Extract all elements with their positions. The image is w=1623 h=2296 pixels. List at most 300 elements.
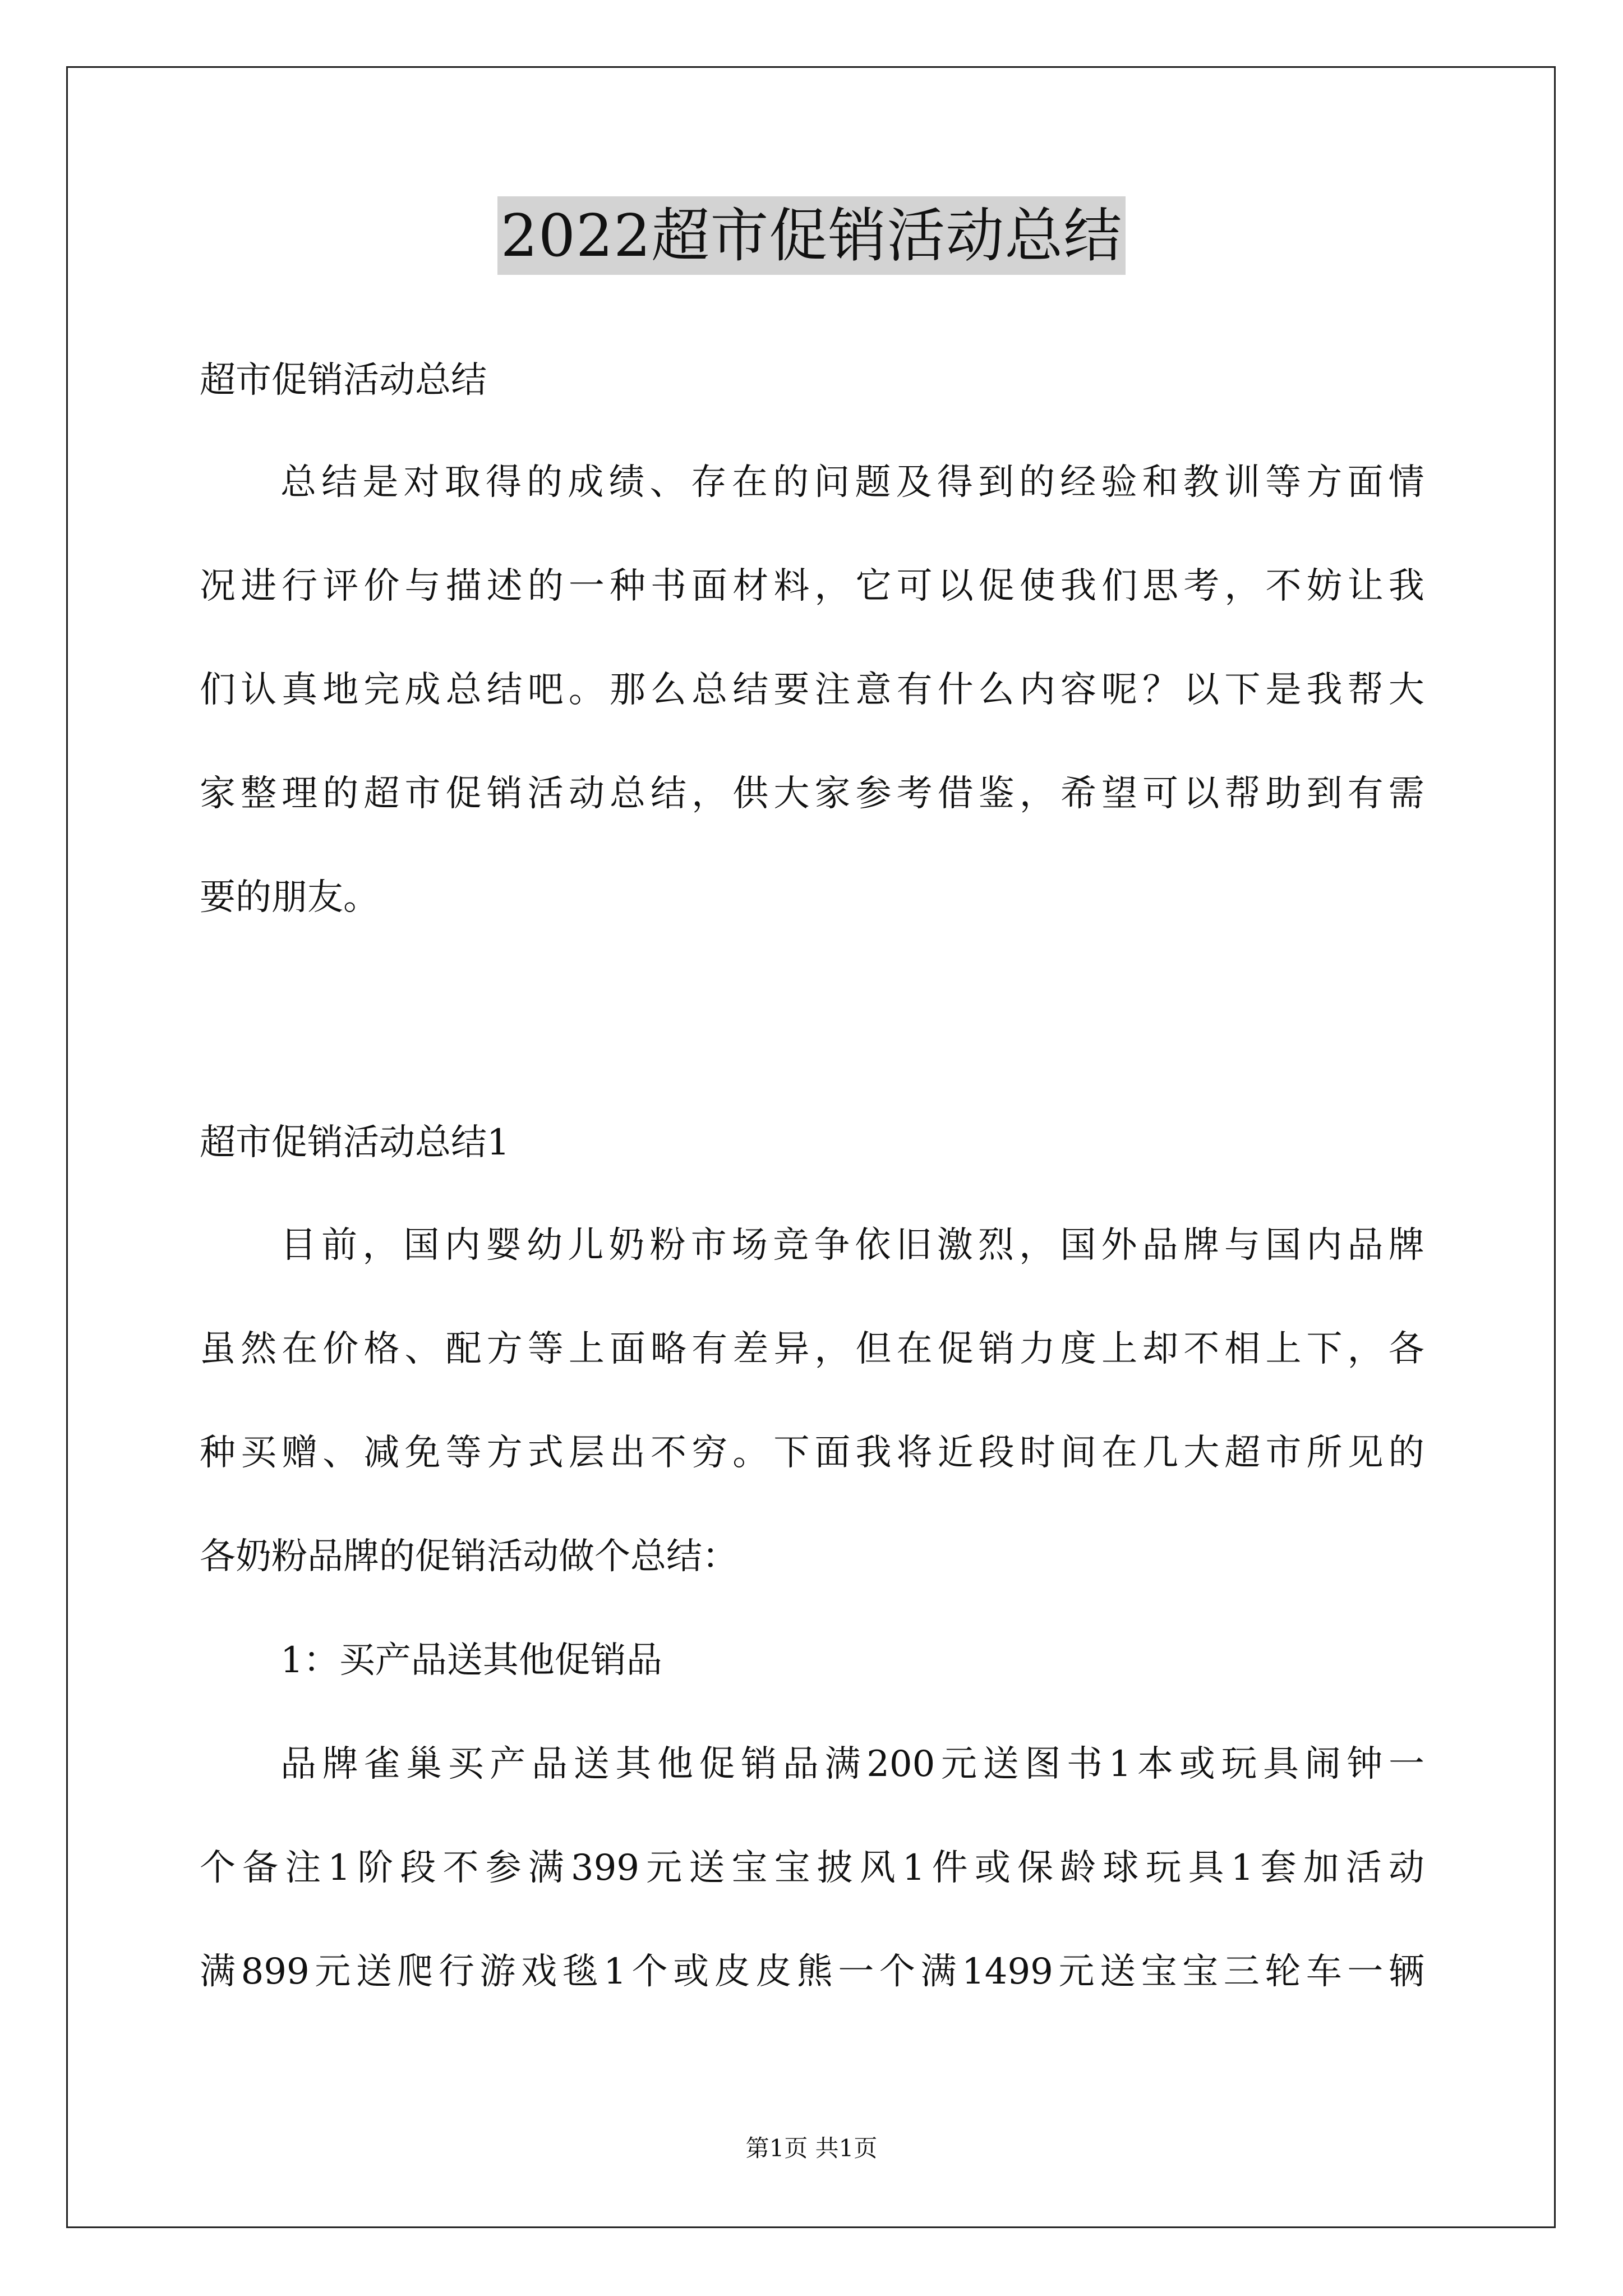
text-token: 牌 bbox=[1183, 1225, 1219, 1266]
text-token: 披 bbox=[817, 1847, 853, 1889]
text-token: 成 bbox=[404, 669, 441, 711]
text-token: 宝 bbox=[1182, 1951, 1219, 1993]
text-token: 宝 bbox=[731, 1847, 768, 1889]
text-token: 上 bbox=[1265, 1328, 1302, 1370]
text-token: 爬 bbox=[397, 1951, 434, 1993]
text-token: 等 bbox=[445, 1432, 482, 1474]
text-token: ， bbox=[814, 565, 851, 607]
text-token: 参 bbox=[855, 773, 892, 815]
text-token: 吧 bbox=[527, 669, 564, 711]
text-token: 一 bbox=[1388, 1743, 1424, 1785]
text-token: 品 bbox=[1142, 1225, 1178, 1266]
text-token: 借 bbox=[937, 773, 974, 815]
text-token: 参 bbox=[485, 1847, 522, 1889]
paragraph-line: 各奶粉品牌的促销活动做个总结： bbox=[200, 1536, 738, 1577]
text-token: 总 bbox=[280, 462, 316, 503]
text-token: 式 bbox=[527, 1432, 564, 1474]
text-token: 巢 bbox=[405, 1743, 442, 1785]
text-token: ， bbox=[691, 773, 728, 815]
text-token: 玩 bbox=[1145, 1847, 1182, 1889]
text-token: 奶 bbox=[608, 1225, 645, 1266]
text-token: 品 bbox=[280, 1743, 316, 1785]
text-token: 牌 bbox=[1388, 1225, 1424, 1266]
text-token: 内 bbox=[1019, 669, 1055, 711]
text-token: 配 bbox=[445, 1328, 482, 1370]
text-token: 描 bbox=[445, 565, 482, 607]
text-token: 国 bbox=[1265, 1225, 1302, 1266]
text-token: 面 bbox=[814, 1432, 851, 1474]
text-token: 内 bbox=[1306, 1225, 1343, 1266]
text-token: 家 bbox=[814, 773, 851, 815]
text-token: 1 bbox=[328, 1847, 351, 1889]
text-token: 动 bbox=[1388, 1847, 1424, 1889]
text-token: 个 bbox=[200, 1847, 236, 1889]
text-token: 图 bbox=[1025, 1743, 1061, 1785]
text-token: 意 bbox=[855, 669, 892, 711]
text-token: 所 bbox=[1306, 1432, 1343, 1474]
text-token: 种 bbox=[200, 1432, 236, 1474]
list-item: 1：买产品送其他促销品 bbox=[280, 1640, 662, 1681]
text-token: 套 bbox=[1260, 1847, 1297, 1889]
text-token: 思 bbox=[1142, 565, 1179, 607]
text-token: 让 bbox=[1347, 565, 1384, 607]
text-token: 送 bbox=[689, 1847, 725, 1889]
text-token: 穷 bbox=[691, 1432, 728, 1474]
text-token: 玩 bbox=[1221, 1743, 1257, 1785]
text-token: 满 bbox=[824, 1743, 861, 1785]
text-token: 书 bbox=[1066, 1743, 1103, 1785]
text-token: 保 bbox=[1017, 1847, 1053, 1889]
text-token: 与 bbox=[404, 565, 441, 607]
text-token: 辆 bbox=[1388, 1951, 1424, 1993]
text-token: 宝 bbox=[774, 1847, 810, 1889]
text-token: 899 bbox=[241, 1951, 310, 1993]
text-token: 以 bbox=[1183, 773, 1220, 815]
text-token: 闹 bbox=[1304, 1743, 1341, 1785]
text-token: 要 bbox=[773, 669, 810, 711]
text-token: 得 bbox=[937, 462, 973, 503]
text-token: 件 bbox=[932, 1847, 968, 1889]
text-token: 是 bbox=[362, 462, 399, 503]
text-token: 等 bbox=[527, 1328, 564, 1370]
text-token: 超 bbox=[1224, 1432, 1261, 1474]
text-token: 买 bbox=[241, 1432, 277, 1474]
text-token: ， bbox=[814, 1328, 851, 1370]
text-token: 近 bbox=[937, 1432, 974, 1474]
text-token: 市 bbox=[690, 1225, 727, 1266]
text-token: 满 bbox=[920, 1951, 957, 1993]
text-token: 行 bbox=[282, 565, 318, 607]
text-token: 其 bbox=[615, 1743, 652, 1785]
text-token: 上 bbox=[1101, 1328, 1138, 1370]
text-token: 验 bbox=[1101, 462, 1137, 503]
text-token: 有 bbox=[691, 1328, 728, 1370]
text-token: 价 bbox=[363, 565, 400, 607]
text-token: 、 bbox=[404, 1328, 441, 1370]
text-token: 目 bbox=[280, 1225, 316, 1266]
text-token: 各 bbox=[1388, 1328, 1424, 1370]
text-token: 上 bbox=[568, 1328, 605, 1370]
text-token: 在 bbox=[731, 462, 768, 503]
text-token: 差 bbox=[732, 1328, 769, 1370]
text-token: 方 bbox=[1306, 462, 1343, 503]
text-token: 幼 bbox=[527, 1225, 563, 1266]
text-token: 对 bbox=[403, 462, 440, 503]
text-token: 雀 bbox=[364, 1743, 400, 1785]
text-token: 销 bbox=[486, 773, 523, 815]
text-token: ， bbox=[362, 1225, 399, 1266]
text-token: 然 bbox=[241, 1328, 277, 1370]
text-token: 毯 bbox=[562, 1951, 598, 1993]
text-token: 种 bbox=[609, 565, 645, 607]
paragraph-line bbox=[200, 1327, 1424, 1372]
text-token: 他 bbox=[657, 1743, 693, 1785]
text-token: 。 bbox=[732, 1432, 769, 1474]
text-token: 教 bbox=[1183, 462, 1219, 503]
text-token: 我 bbox=[1388, 565, 1424, 607]
text-token: 进 bbox=[241, 565, 277, 607]
text-token: 情 bbox=[1388, 462, 1424, 503]
text-token: 与 bbox=[1224, 1225, 1260, 1266]
text-token: 需 bbox=[1388, 773, 1424, 815]
text-token: 在 bbox=[896, 1328, 933, 1370]
paragraph-line: 要的朋友。 bbox=[200, 877, 379, 918]
text-token: 动 bbox=[568, 773, 605, 815]
text-token: 它 bbox=[855, 565, 892, 607]
document-title: 2022超市促销活动总结 bbox=[497, 196, 1126, 275]
text-token: 1 bbox=[1108, 1743, 1132, 1785]
text-token: 下 bbox=[773, 1432, 810, 1474]
text-token: 注 bbox=[285, 1847, 321, 1889]
text-token: 段 bbox=[400, 1847, 436, 1889]
section-heading: 超市促销活动总结 bbox=[200, 360, 487, 401]
text-token: 元 bbox=[315, 1951, 351, 1993]
paragraph-line bbox=[200, 771, 1424, 816]
text-token: 助 bbox=[1265, 773, 1302, 815]
text-token: 结 bbox=[651, 773, 687, 815]
text-token: 在 bbox=[1101, 1432, 1138, 1474]
text-token: 国 bbox=[1060, 1225, 1096, 1266]
text-token: 什 bbox=[937, 669, 974, 711]
text-token: 争 bbox=[814, 1225, 850, 1266]
text-token: 促 bbox=[937, 1328, 974, 1370]
text-token: 竞 bbox=[773, 1225, 809, 1266]
text-token: 国 bbox=[403, 1225, 440, 1266]
text-token: 的 bbox=[1388, 1432, 1424, 1474]
text-token: 元 bbox=[646, 1847, 683, 1889]
text-token: 方 bbox=[486, 1432, 523, 1474]
text-token: 有 bbox=[896, 669, 933, 711]
text-token: 成 bbox=[568, 462, 604, 503]
text-token: 帮 bbox=[1224, 773, 1261, 815]
text-token: 龄 bbox=[1060, 1847, 1096, 1889]
text-token: 大 bbox=[773, 773, 810, 815]
text-token: 三 bbox=[1223, 1951, 1260, 1993]
text-token: 品 bbox=[782, 1743, 819, 1785]
text-token: 车 bbox=[1306, 1951, 1342, 1993]
text-token: 免 bbox=[404, 1432, 441, 1474]
text-token: 以 bbox=[937, 565, 974, 607]
text-token: 存 bbox=[690, 462, 727, 503]
text-token: 1499 bbox=[962, 1951, 1053, 1993]
text-token: 材 bbox=[732, 565, 769, 607]
text-token: 元 bbox=[1058, 1951, 1095, 1993]
text-token: 绩 bbox=[608, 462, 645, 503]
text-token: 但 bbox=[855, 1328, 892, 1370]
text-token: ， bbox=[1347, 1328, 1384, 1370]
text-token: 容 bbox=[1060, 669, 1096, 711]
text-token: 399 bbox=[570, 1847, 639, 1889]
text-token: 使 bbox=[1019, 565, 1055, 607]
text-token: 面 bbox=[1347, 462, 1384, 503]
text-token: 段 bbox=[978, 1432, 1015, 1474]
text-token: 结 bbox=[321, 462, 358, 503]
text-token: 赠 bbox=[282, 1432, 318, 1474]
text-token: 。 bbox=[568, 669, 605, 711]
text-token: 望 bbox=[1101, 773, 1138, 815]
text-token: 总 bbox=[609, 773, 645, 815]
text-token: 将 bbox=[896, 1432, 933, 1474]
text-token: 品 bbox=[1347, 1225, 1384, 1266]
text-token: 或 bbox=[974, 1847, 1011, 1889]
text-token: 么 bbox=[651, 669, 687, 711]
text-token: 阶 bbox=[357, 1847, 394, 1889]
text-token: 题 bbox=[855, 462, 891, 503]
text-token: 、 bbox=[649, 462, 686, 503]
text-token: 促 bbox=[445, 773, 482, 815]
text-token: 料 bbox=[773, 565, 810, 607]
text-token: 前 bbox=[321, 1225, 358, 1266]
paragraph-line bbox=[200, 1846, 1424, 1890]
text-token: 家 bbox=[200, 773, 236, 815]
text-token: 1 bbox=[603, 1951, 626, 1993]
text-token: 层 bbox=[568, 1432, 605, 1474]
text-token: 个 bbox=[879, 1951, 915, 1993]
text-token: 皮 bbox=[714, 1951, 750, 1993]
text-token: 我 bbox=[1060, 565, 1096, 607]
text-token: 促 bbox=[978, 565, 1015, 607]
text-token: 总 bbox=[445, 669, 482, 711]
text-token: 的 bbox=[773, 462, 809, 503]
text-token: 一 bbox=[568, 565, 605, 607]
text-token: 一 bbox=[1347, 1951, 1384, 1993]
text-token: 认 bbox=[241, 669, 277, 711]
text-token: 我 bbox=[1306, 669, 1343, 711]
text-token: 送 bbox=[1100, 1951, 1136, 1993]
text-token: 述 bbox=[486, 565, 523, 607]
text-token: 略 bbox=[651, 1328, 687, 1370]
text-token: 减 bbox=[363, 1432, 400, 1474]
text-token: 训 bbox=[1224, 462, 1260, 503]
text-token: 在 bbox=[282, 1328, 318, 1370]
text-token: 的 bbox=[1019, 462, 1055, 503]
text-token: 外 bbox=[1101, 1225, 1137, 1266]
text-token: 么 bbox=[978, 669, 1015, 711]
text-token: 见 bbox=[1347, 1432, 1384, 1474]
text-token: 方 bbox=[486, 1328, 523, 1370]
text-token: 可 bbox=[1142, 773, 1179, 815]
text-token: 烈 bbox=[978, 1225, 1014, 1266]
text-token: 牌 bbox=[322, 1743, 358, 1785]
paragraph-line bbox=[280, 1742, 1424, 1787]
text-token: 销 bbox=[741, 1743, 777, 1785]
text-token: 品 bbox=[531, 1743, 568, 1785]
text-token: 考 bbox=[896, 773, 933, 815]
paragraph-line bbox=[200, 1949, 1424, 1994]
text-token: 完 bbox=[363, 669, 400, 711]
page-footer: 第1页 共1页 bbox=[745, 2134, 878, 2162]
text-token: 备 bbox=[242, 1847, 279, 1889]
text-token: 几 bbox=[1142, 1432, 1179, 1474]
text-token: ， bbox=[1019, 1225, 1055, 1266]
text-token: 到 bbox=[978, 462, 1014, 503]
text-token: 面 bbox=[691, 565, 728, 607]
text-token: 的 bbox=[527, 565, 564, 607]
text-token: 超 bbox=[363, 773, 400, 815]
text-token: 问 bbox=[814, 462, 850, 503]
paragraph-line bbox=[200, 668, 1424, 712]
text-token: 取 bbox=[444, 462, 481, 503]
text-token: 等 bbox=[1265, 462, 1302, 503]
text-token: 总 bbox=[691, 669, 728, 711]
text-token: 送 bbox=[983, 1743, 1019, 1785]
text-token: 送 bbox=[356, 1951, 392, 1993]
text-token: 不 bbox=[651, 1432, 687, 1474]
text-token: 评 bbox=[322, 565, 359, 607]
paragraph-line bbox=[200, 1430, 1424, 1475]
text-token: 呢 bbox=[1101, 669, 1138, 711]
text-token: 1 bbox=[902, 1847, 925, 1889]
text-token: 或 bbox=[1179, 1743, 1215, 1785]
text-token: 力 bbox=[1019, 1328, 1055, 1370]
text-token: 促 bbox=[699, 1743, 735, 1785]
text-token: 、 bbox=[322, 1432, 359, 1474]
text-token: 供 bbox=[732, 773, 769, 815]
text-token: 和 bbox=[1142, 462, 1178, 503]
paragraph-line bbox=[280, 460, 1424, 505]
text-token: 以 bbox=[1183, 669, 1220, 711]
text-token: 熊 bbox=[796, 1951, 833, 1993]
text-token: 产 bbox=[490, 1743, 526, 1785]
text-token: 可 bbox=[896, 565, 933, 607]
text-token: 儿 bbox=[568, 1225, 604, 1266]
text-token: 妨 bbox=[1306, 565, 1343, 607]
text-token: 大 bbox=[1388, 669, 1424, 711]
text-token: 真 bbox=[282, 669, 318, 711]
text-token: 或 bbox=[673, 1951, 709, 1993]
text-token: 异 bbox=[773, 1328, 810, 1370]
paragraph-line bbox=[280, 1223, 1424, 1268]
text-token: 们 bbox=[1101, 565, 1138, 607]
paragraph-line bbox=[200, 564, 1424, 609]
text-token: 风 bbox=[859, 1847, 896, 1889]
text-token: 注 bbox=[814, 669, 851, 711]
text-token: 们 bbox=[200, 669, 236, 711]
text-token: 市 bbox=[404, 773, 441, 815]
text-token: 间 bbox=[1060, 1432, 1096, 1474]
text-token: 结 bbox=[486, 669, 523, 711]
text-token: 具 bbox=[1188, 1847, 1224, 1889]
text-token: 不 bbox=[1265, 565, 1302, 607]
text-token: 下 bbox=[1306, 1328, 1343, 1370]
text-token: 的 bbox=[527, 462, 563, 503]
text-token: 整 bbox=[241, 773, 277, 815]
text-token: 旧 bbox=[896, 1225, 932, 1266]
text-token: 依 bbox=[855, 1225, 891, 1266]
text-token: 轮 bbox=[1265, 1951, 1301, 1993]
text-token: 买 bbox=[448, 1743, 484, 1785]
text-token: 结 bbox=[732, 669, 769, 711]
text-token: 婴 bbox=[485, 1225, 522, 1266]
text-token: 游 bbox=[479, 1951, 516, 1993]
text-token: 送 bbox=[573, 1743, 610, 1785]
text-token: 到 bbox=[1306, 773, 1343, 815]
title-container bbox=[0, 196, 1623, 275]
text-token: 的 bbox=[322, 773, 359, 815]
text-token: 满 bbox=[528, 1847, 564, 1889]
text-token: 行 bbox=[438, 1951, 474, 1993]
text-token: 球 bbox=[1103, 1847, 1139, 1889]
text-token: 钟 bbox=[1347, 1743, 1383, 1785]
text-token: 相 bbox=[1224, 1328, 1261, 1370]
text-token: 元 bbox=[941, 1743, 977, 1785]
text-token: 地 bbox=[322, 669, 359, 711]
text-token: 200 bbox=[866, 1743, 935, 1785]
text-token: ， bbox=[1019, 773, 1055, 815]
text-token: 不 bbox=[442, 1847, 479, 1889]
text-token: 1 bbox=[1230, 1847, 1254, 1889]
text-token: 激 bbox=[937, 1225, 973, 1266]
text-token: 个 bbox=[631, 1951, 668, 1993]
text-token: 理 bbox=[282, 773, 318, 815]
text-token: 鉴 bbox=[978, 773, 1015, 815]
text-token: 却 bbox=[1142, 1328, 1179, 1370]
text-token: 粉 bbox=[649, 1225, 686, 1266]
text-token: 戏 bbox=[521, 1951, 557, 1993]
text-token: 不 bbox=[1183, 1328, 1220, 1370]
text-token: 满 bbox=[200, 1951, 236, 1993]
text-token: 面 bbox=[609, 1328, 645, 1370]
text-token: 具 bbox=[1262, 1743, 1299, 1785]
text-token: 销 bbox=[978, 1328, 1015, 1370]
text-token: 虽 bbox=[200, 1328, 236, 1370]
text-token: 得 bbox=[485, 462, 522, 503]
text-token: 加 bbox=[1303, 1847, 1339, 1889]
text-token: 考 bbox=[1183, 565, 1220, 607]
text-token: 是 bbox=[1265, 669, 1302, 711]
text-token: 有 bbox=[1347, 773, 1384, 815]
text-token: 希 bbox=[1060, 773, 1096, 815]
text-token: 我 bbox=[855, 1432, 892, 1474]
text-token: 及 bbox=[896, 462, 932, 503]
text-token: 市 bbox=[1265, 1432, 1302, 1474]
text-token: 帮 bbox=[1347, 669, 1384, 711]
text-token: 况 bbox=[200, 565, 236, 607]
text-token: 内 bbox=[444, 1225, 481, 1266]
text-token: 时 bbox=[1019, 1432, 1055, 1474]
text-token: 格 bbox=[363, 1328, 400, 1370]
section-heading: 超市促销活动总结1 bbox=[200, 1122, 510, 1163]
text-token: ？ bbox=[1142, 669, 1179, 711]
text-token: 宝 bbox=[1141, 1951, 1177, 1993]
text-token: 经 bbox=[1060, 462, 1096, 503]
text-token: 书 bbox=[651, 565, 687, 607]
text-token: 那 bbox=[609, 669, 645, 711]
text-token: 出 bbox=[609, 1432, 645, 1474]
text-token: 一 bbox=[838, 1951, 874, 1993]
text-token: ， bbox=[1224, 565, 1261, 607]
text-token: 场 bbox=[731, 1225, 768, 1266]
